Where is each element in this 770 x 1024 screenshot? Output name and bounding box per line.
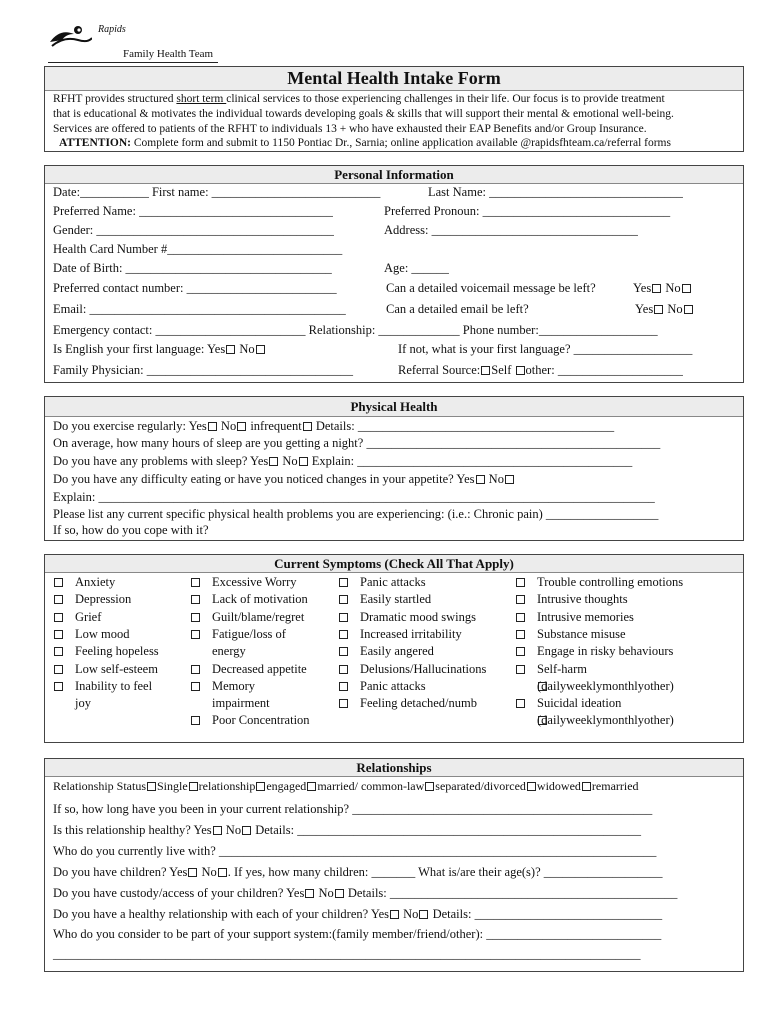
symptom-label: Low mood	[75, 626, 130, 641]
paren: (	[537, 678, 542, 693]
english-question: Is English your first language: Yes No	[53, 342, 266, 357]
sleep-no-checkbox[interactable]	[299, 457, 308, 466]
exercise-no-checkbox[interactable]	[237, 422, 246, 431]
symptom-label: Inability to feel	[75, 678, 153, 693]
lastname-field[interactable]: Last Name: _______________________________	[428, 185, 683, 199]
symptom-label: Feeling detached/numb	[360, 696, 477, 711]
symptom-checkbox[interactable]	[339, 699, 348, 708]
relationship-status: Relationship Status Single relationship engaged married/ common-law separated/divorced widowed remarried	[53, 779, 639, 793]
email-field[interactable]: Email: _________________________________________	[53, 302, 346, 316]
symptom-checkbox[interactable]	[54, 578, 63, 587]
frequency-label: weekly	[566, 678, 603, 693]
health-card-field[interactable]: Health Card Number #____________________________	[53, 242, 343, 256]
symptom-checkbox[interactable]	[339, 578, 348, 587]
relationship-status-option: relationship	[198, 779, 256, 793]
health-problems-field[interactable]: Please list any current specific physical health problems you are experiencing: (i.e.: Chronic pain) __________________	[53, 507, 659, 521]
team-name: Family Health Team	[123, 48, 214, 60]
symptom-checkbox[interactable]	[54, 647, 63, 656]
symptom-checkbox[interactable]	[191, 630, 200, 639]
relationship-status-checkbox[interactable]	[527, 782, 536, 791]
symptom-checkbox[interactable]	[191, 578, 200, 587]
email-no-checkbox[interactable]	[684, 305, 693, 314]
symptom-checkbox[interactable]	[339, 595, 348, 604]
english-yes-checkbox[interactable]	[226, 345, 235, 354]
section-title: Relationships	[45, 759, 743, 777]
gender-field[interactable]: Gender: ______________________________________	[53, 223, 334, 237]
symptom-checkbox[interactable]	[516, 665, 525, 674]
form-title: Mental Health Intake Form	[45, 67, 743, 91]
symptom-label: joy	[75, 696, 91, 711]
relationship-status-checkbox[interactable]	[582, 782, 591, 791]
frequency-label: other)	[643, 713, 674, 728]
exercise-question: Do you exercise regularly: Yes No infrequent Details: _________________________________________	[53, 419, 615, 433]
family-physician-field[interactable]: Family Physician: _________________________________	[53, 363, 353, 377]
dob-field[interactable]: Date of Birth: _________________________________	[53, 261, 332, 275]
symptom-label: Lack of motivation	[212, 592, 308, 607]
symptom-label: Depression	[75, 592, 132, 607]
intro-box	[44, 66, 744, 152]
age-field[interactable]: Age: ______	[384, 261, 449, 275]
symptom-checkbox[interactable]	[516, 595, 525, 604]
symptom-label: Delusions/Hallucinations	[360, 661, 487, 676]
frequency-label: daily	[541, 678, 567, 693]
coping-question: If so, how do you cope with it?	[53, 523, 209, 537]
children-rel-yes-checkbox[interactable]	[390, 910, 399, 919]
healthy-yes-checkbox[interactable]	[213, 826, 222, 835]
email-options: Yes No	[635, 302, 694, 317]
attention-line: ATTENTION: Complete form and submit to 1150 Pontiac Dr., Sarnia; online application available @rapidsfhteam.ca/referral forms	[59, 137, 671, 149]
symptom-checkbox[interactable]	[54, 665, 63, 674]
sleep-problems-question: Do you have any problems with sleep? Yes No Explain: ____________________________________________	[53, 454, 633, 468]
custody-question: Do you have custody/access of your children? Yes No Details: ______________________________________________	[53, 886, 678, 900]
email-yes-checkbox[interactable]	[654, 305, 663, 314]
header-rule	[48, 62, 218, 63]
exercise-infrequent-checkbox[interactable]	[303, 422, 312, 431]
frequency-label: weekly	[566, 713, 603, 728]
relationship-status-checkbox[interactable]	[256, 782, 265, 791]
relationship-healthy-question: Is this relationship healthy? Yes No Details: _______________________________________________________	[53, 823, 641, 837]
voicemail-question: Can a detailed voicemail message be left?	[386, 281, 596, 295]
symptom-checkbox[interactable]	[516, 647, 525, 656]
symptom-checkbox[interactable]	[191, 595, 200, 604]
symptom-label: impairment	[212, 696, 270, 711]
symptom-checkbox[interactable]	[54, 595, 63, 604]
children-rel-no-checkbox[interactable]	[419, 910, 428, 919]
symptom-checkbox[interactable]	[516, 578, 525, 587]
appetite-explain-field[interactable]: Explain: _________________________________________________________________________________________	[53, 490, 655, 504]
children-relationship-question: Do you have a healthy relationship with each of your children? Yes No Details: ______________________________	[53, 907, 663, 921]
section-title: Current Symptoms (Check All That Apply)	[45, 555, 743, 573]
intro-line-2: that is educational & motivates the individual towards developing goals & skills that will support their mental & emotional well-being.	[53, 108, 674, 120]
relationship-status-option: separated/divorced	[435, 779, 526, 793]
email-question: Can a detailed email be left?	[386, 302, 529, 316]
symptom-label: Fatigue/loss of	[212, 626, 286, 641]
wave-logo-icon	[48, 22, 92, 48]
voicemail-yes-checkbox[interactable]	[652, 284, 661, 293]
symptom-checkbox[interactable]	[191, 665, 200, 674]
symptom-checkbox[interactable]	[339, 630, 348, 639]
symptom-label: Panic attacks	[360, 575, 426, 589]
symptom-label: Easily angered	[360, 644, 434, 659]
support-system-continued-field[interactable]: ______________________________________________________________________________________________	[53, 947, 641, 961]
symptom-label: Intrusive memories	[537, 609, 634, 624]
symptom-column-1	[53, 574, 183, 744]
relationship-status-option: engaged	[266, 779, 307, 793]
custody-yes-checkbox[interactable]	[305, 889, 314, 898]
symptom-checkbox[interactable]	[339, 647, 348, 656]
relationship-status-checkbox[interactable]	[307, 782, 316, 791]
symptom-checkbox[interactable]	[516, 699, 525, 708]
relationship-status-option: married/ common-law	[317, 779, 425, 793]
symptom-label: energy	[212, 644, 246, 659]
address-field[interactable]: Address: _________________________________	[384, 223, 638, 237]
symptom-column-3	[338, 574, 508, 744]
intro-line-3: Services are offered to patients of the RFHT to individuals 13 + who have exhausted their EAP Benefits and/or Group Insurance.	[53, 123, 647, 135]
relationship-status-checkbox[interactable]	[147, 782, 156, 791]
voicemail-no-checkbox[interactable]	[682, 284, 691, 293]
symptom-label: Easily startled	[360, 592, 432, 607]
section-title: Physical Health	[45, 397, 743, 417]
first-language-field[interactable]: If not, what is your first language? ___________________	[398, 342, 693, 356]
symptom-label: Low self-esteem	[75, 661, 158, 676]
relationship-status-option: remarried	[591, 779, 639, 793]
symptom-label: Trouble controlling emotions	[537, 575, 684, 589]
symptom-label: Grief	[75, 609, 102, 624]
symptom-checkbox[interactable]	[54, 682, 63, 691]
symptom-label: Memory	[212, 678, 256, 693]
support-system-field[interactable]: Who do you consider to be part of your support system:(family member/friend/other): ____________________________	[53, 927, 662, 941]
personal-info-section	[44, 165, 744, 383]
symptom-checkbox[interactable]	[339, 613, 348, 622]
relationships-section	[44, 758, 744, 972]
contact-number-field[interactable]: Preferred contact number: ________________________	[53, 281, 337, 295]
relationship-status-option: widowed	[536, 779, 581, 793]
english-no-checkbox[interactable]	[256, 345, 265, 354]
appetite-no-checkbox[interactable]	[505, 475, 514, 484]
frequency-label: monthly	[602, 678, 644, 693]
symptom-label: Increased irritability	[360, 626, 462, 641]
symptom-checkbox[interactable]	[191, 613, 200, 622]
sleep-hours-field[interactable]: On average, how many hours of sleep are you getting a night? _______________________________________________	[53, 436, 661, 450]
symptom-checkbox[interactable]	[191, 682, 200, 691]
symptom-checkbox[interactable]	[54, 613, 63, 622]
appetite-question: Do you have any difficulty eating or have you noticed changes in your appetite? Yes No	[53, 472, 515, 487]
physical-health-section	[44, 396, 744, 541]
relationship-status-checkbox[interactable]	[425, 782, 434, 791]
frequency-checkbox[interactable]	[538, 682, 547, 691]
symptom-label: Feeling hopeless	[75, 644, 159, 659]
symptom-column-2	[190, 574, 335, 744]
relationship-status-checkbox[interactable]	[189, 782, 198, 791]
symptom-checkbox[interactable]	[516, 613, 525, 622]
symptom-checkbox[interactable]	[516, 630, 525, 639]
logo	[48, 18, 228, 64]
voicemail-options: Yes No	[633, 281, 692, 296]
sleep-yes-checkbox[interactable]	[269, 457, 278, 466]
symptom-checkbox[interactable]	[191, 716, 200, 725]
emergency-contact-field[interactable]: Emergency contact: ________________________ Relationship: _____________ Phone number:___________________	[53, 323, 658, 337]
frequency-label: monthly	[602, 713, 644, 728]
exercise-yes-checkbox[interactable]	[208, 422, 217, 431]
frequency-label: daily	[541, 713, 567, 728]
symptom-label: Anxiety	[75, 575, 116, 589]
symptom-label: Guilt/blame/regret	[212, 609, 305, 624]
symptom-label: Decreased appetite	[212, 661, 307, 676]
relationship-status-option: Single	[157, 779, 188, 793]
symptom-label: Engage in risky behaviours	[537, 644, 674, 659]
live-with-field[interactable]: Who do you currently live with? ______________________________________________________________________	[53, 844, 657, 858]
date-firstname-field[interactable]: Date:___________ First name: ___________________________	[53, 185, 381, 199]
symptom-checkbox[interactable]	[339, 682, 348, 691]
symptom-label: Panic attacks	[360, 678, 426, 693]
frequency-checkbox[interactable]	[538, 716, 547, 725]
symptom-label: Self-harm	[537, 661, 587, 676]
symptom-checkbox[interactable]	[54, 630, 63, 639]
appetite-yes-checkbox[interactable]	[476, 475, 485, 484]
symptom-label: Substance misuse	[537, 626, 626, 641]
healthy-no-checkbox[interactable]	[242, 826, 251, 835]
paren: (	[537, 713, 542, 728]
children-no-checkbox[interactable]	[218, 868, 227, 877]
symptoms-section	[44, 554, 744, 743]
brand-name: Rapids	[98, 24, 126, 35]
symptom-label: Dramatic mood swings	[360, 609, 476, 624]
symptom-label: Intrusive thoughts	[537, 592, 628, 607]
referral-other-checkbox[interactable]	[516, 366, 525, 375]
symptom-checkbox[interactable]	[339, 665, 348, 674]
referral-source: Referral Source: Self other: ____________________	[398, 363, 683, 377]
custody-no-checkbox[interactable]	[335, 889, 344, 898]
symptom-column-4	[515, 574, 743, 744]
frequency-label: other)	[643, 678, 674, 693]
intro-line-1: RFHT provides structured short term clinical services to those experiencing challenges in their life. Our focus is to provide treatment	[53, 93, 665, 105]
symptom-label: Poor Concentration	[212, 713, 310, 728]
children-yes-checkbox[interactable]	[188, 868, 197, 877]
referral-self-checkbox[interactable]	[481, 366, 490, 375]
preferred-name-field[interactable]: Preferred Name: _______________________________	[53, 204, 333, 218]
symptom-label: Suicidal ideation	[537, 696, 622, 711]
section-title: Personal Information	[45, 166, 743, 184]
children-question: Do you have children? Yes No . If yes, how many children: _______ What is/are their age(s)? ___________________	[53, 865, 663, 879]
relationship-length-field[interactable]: If so, how long have you been in your current relationship? ________________________________________________	[53, 802, 653, 816]
symptom-label: Excessive Worry	[212, 575, 297, 589]
preferred-pronoun-field[interactable]: Preferred Pronoun: ______________________________	[384, 204, 671, 218]
